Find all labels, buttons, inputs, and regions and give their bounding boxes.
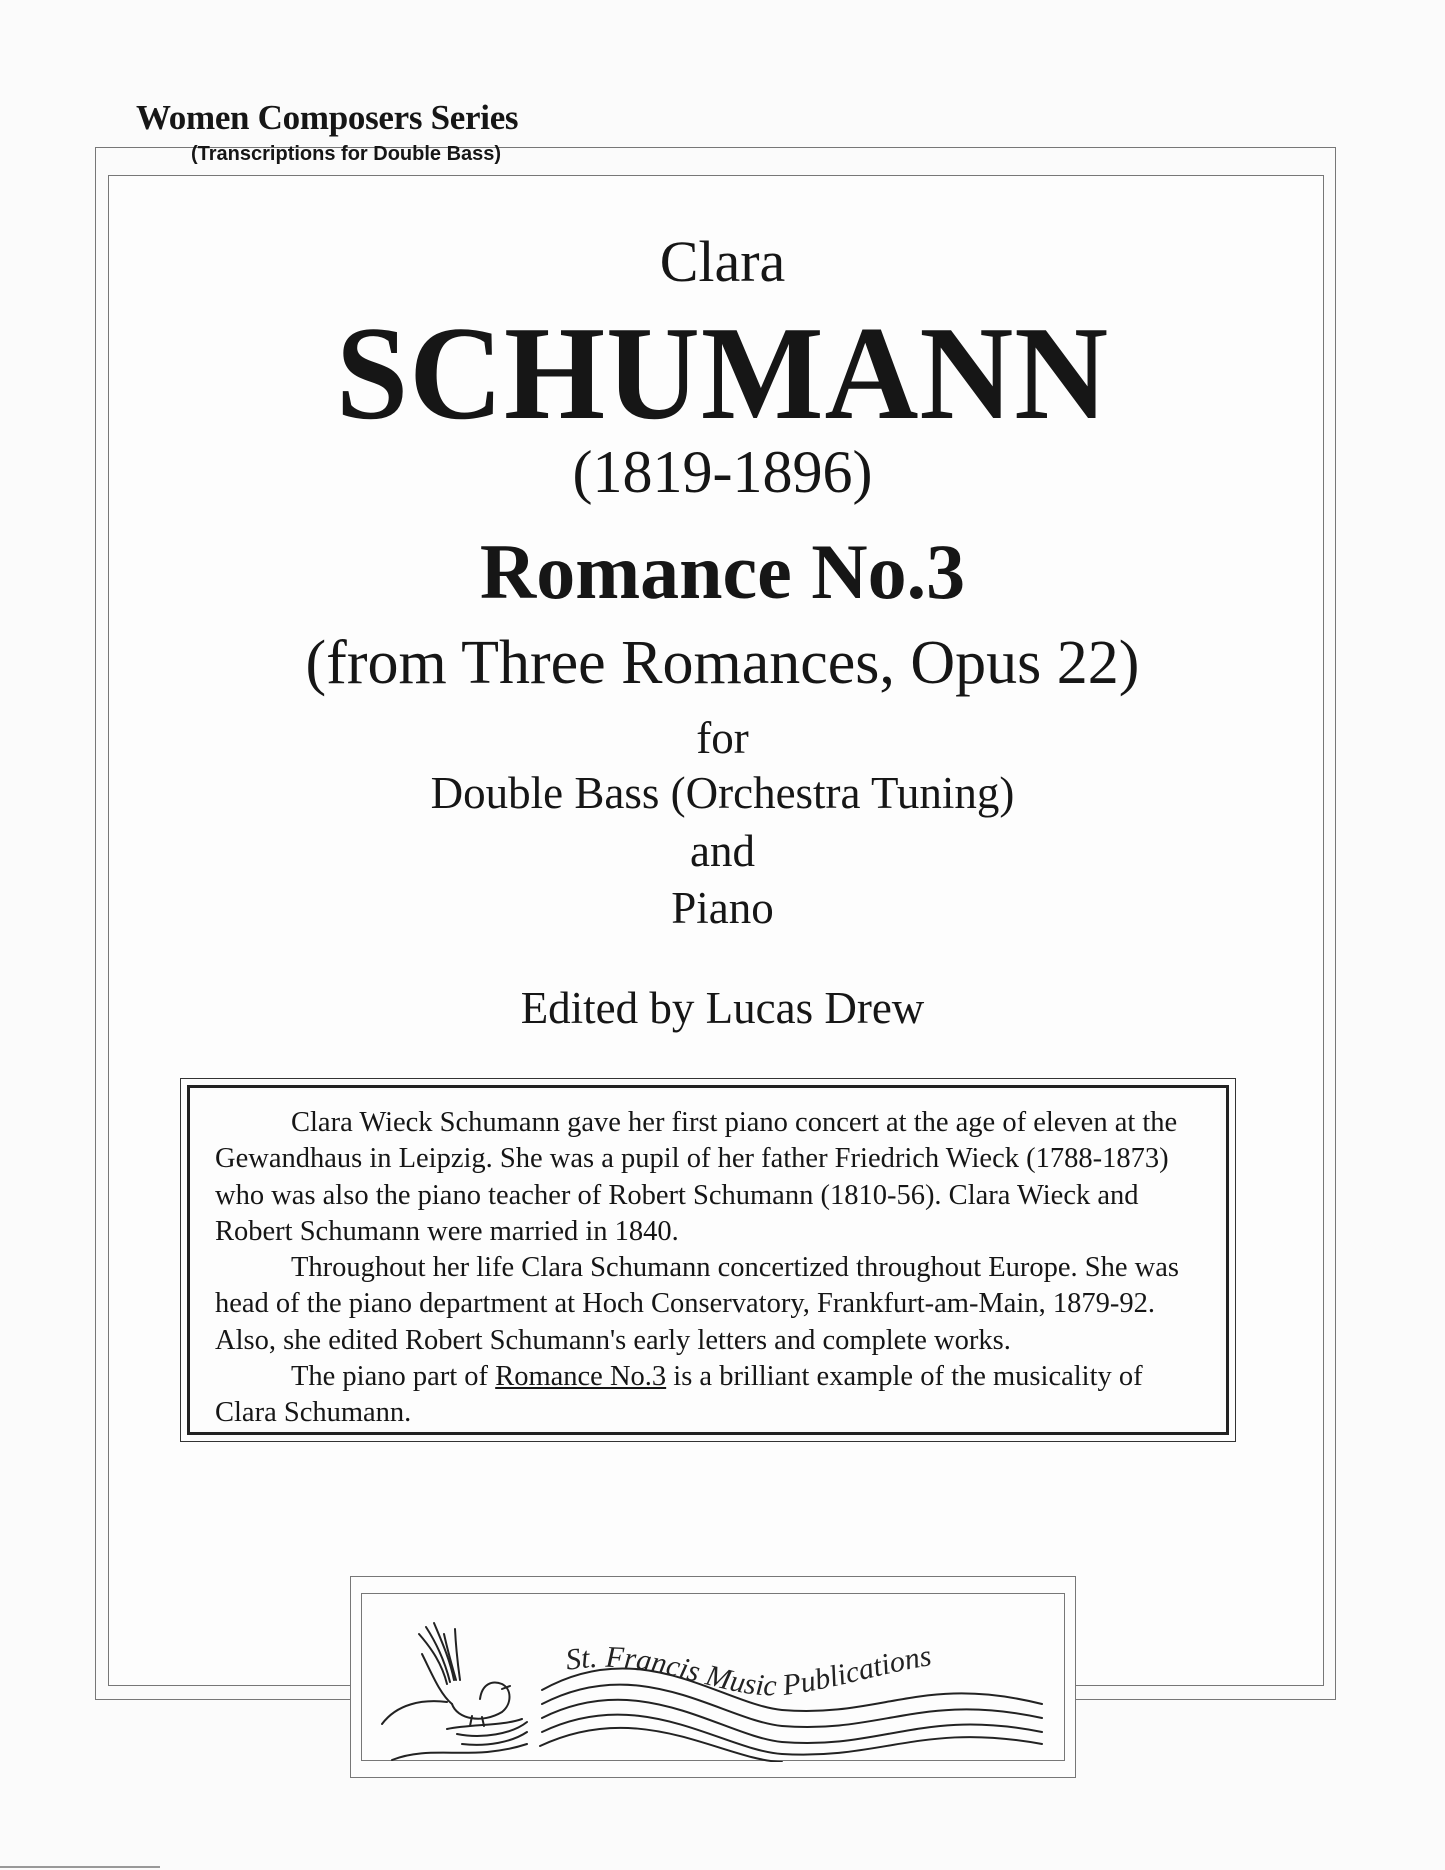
bio-p3-before: The piano part of: [291, 1361, 496, 1393]
series-title: Women Composers Series: [136, 98, 519, 137]
publisher-logo: [361, 1593, 1065, 1761]
bio-paragraph-3: [215, 1359, 1206, 1432]
series-subtitle: (Transcriptions for Double Bass): [191, 143, 502, 165]
publisher-name: St. Francis Music Publications: [563, 1639, 934, 1703]
bio-p3-work-title: Romance No.3: [495, 1361, 667, 1393]
biography-text: [187, 1085, 1229, 1435]
instrument-double-bass: Double Bass (Orchestra Tuning): [430, 768, 1015, 818]
biography-box: [180, 1078, 1236, 1442]
for-label: for: [696, 713, 749, 763]
composer-last-name: SCHUMANN: [335, 299, 1110, 447]
work-title: Romance No.3: [479, 528, 966, 615]
composer-first-name: Clara: [659, 229, 786, 294]
composer-dates: (1819-1896): [572, 439, 873, 505]
bio-paragraph-2: Throughout her life Clara Schumann concertized throughout Europe. She was head of the piano department at Hoch Conservatory, Frankfurt-am-Main, 1879-92. Also, she edited Robert Schumann's early letters and complete works.: [215, 1252, 1179, 1356]
editor-credit: Edited by Lucas Drew: [520, 983, 925, 1033]
dove-and-staff-logo-icon: [362, 1594, 1066, 1762]
page-edge-line: [0, 1866, 160, 1868]
instrument-piano: Piano: [671, 883, 774, 933]
bio-paragraph-1: Clara Wieck Schumann gave her first piano concert at the age of eleven at the Gewandhaus in Leipzig. She was a pupil of her father Friedrich Wieck (1788-1873) who was also the piano teacher of Robert Schumann (1810-56). Clara Wieck and Robert Schumann were married in 1840.: [215, 1107, 1178, 1247]
publisher-logo-box: [350, 1576, 1076, 1778]
work-subtitle: (from Three Romances, Opus 22): [305, 629, 1140, 697]
and-label: and: [690, 826, 755, 876]
bio-p3-after: is a brilliant example of the musicality of Clara Schumann.: [215, 1361, 1143, 1429]
